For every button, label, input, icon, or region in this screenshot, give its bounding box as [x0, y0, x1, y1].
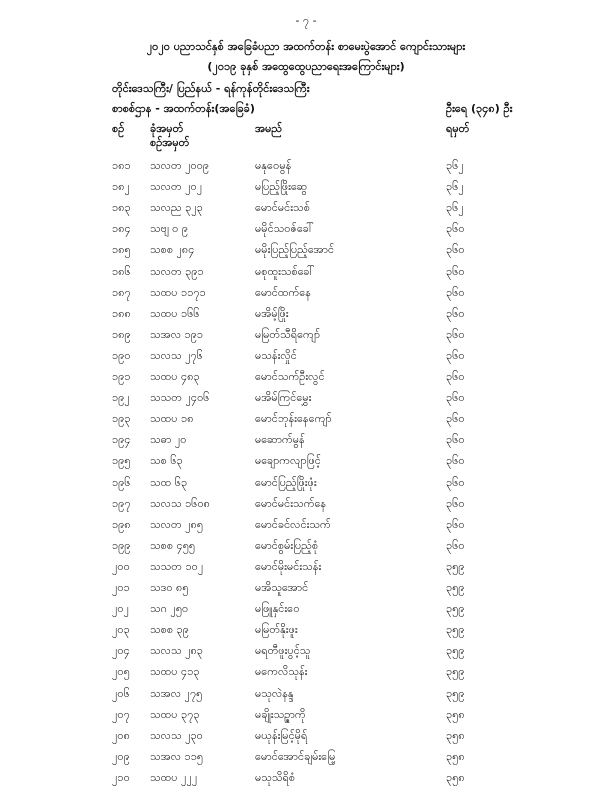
roll-number: သထပ ၄၈၃: [150, 370, 200, 383]
roll-number: သစစ ၂၈၄: [150, 243, 195, 257]
total-mark: ၃၆၀: [446, 412, 465, 426]
row-number: ၁၉၅: [112, 454, 131, 468]
student-name: မအိသူအောင်: [255, 581, 309, 594]
row-number: ၁၈၈: [112, 306, 131, 320]
roll-number: သထပ ၄၁၃: [150, 665, 200, 679]
table-row: [0, 472, 612, 493]
table-row: [0, 303, 612, 324]
student-name: မအိမ်ကြင်မွှေး: [255, 391, 312, 405]
total-mark: ၃၅၉: [446, 581, 465, 594]
row-number: ၁၉၄: [112, 433, 131, 447]
student-name: မောင်ခင်လင်းသက်: [255, 517, 331, 531]
table-row: [0, 218, 612, 239]
row-number: ၁၈၄: [112, 222, 131, 236]
table-row: [0, 661, 612, 682]
table-row: [0, 746, 612, 767]
roll-number: သလသ ၂၃၀: [150, 728, 203, 742]
total-mark: ၃၆၀: [446, 475, 465, 489]
total-mark: ၃၅၈: [446, 770, 465, 784]
student-name: မဆောက်မွန်: [255, 433, 305, 447]
roll-number: သအလ ၂၇၅: [150, 686, 203, 700]
row-number: ၂၀၂: [112, 602, 129, 616]
roll-number: သလည ၃၂၃: [150, 201, 203, 215]
roll-number: သလသ ၁၆၀၈: [150, 496, 210, 510]
roll-number: သဂ ၂၅၀: [150, 602, 189, 616]
student-name: မောင်မင်းသက်နေ: [255, 496, 327, 510]
student-name: မယုန်းမြင့်မိုရ်: [255, 728, 308, 742]
student-name: မမိုင်သ၀ဇ်ခေါ်: [255, 222, 314, 236]
student-name: မောင်မင်းသစ်: [255, 201, 310, 215]
student-name: မစုထူးသစ်ခေါ်: [255, 264, 315, 278]
total-mark: ၃၅၈: [446, 749, 465, 763]
exam-center-label: စာစစ်ဌာန - အထက်တန်း(အခြေခံ): [112, 102, 255, 115]
roll-number: သအလ ၁၁၅: [150, 749, 204, 763]
column-header-no: စဉ်: [112, 122, 125, 135]
table-row: [0, 387, 612, 408]
roll-number: သဓာ ၂၀: [150, 433, 187, 447]
student-name: မမိုးပြည့်ပြည့်အောင်: [255, 243, 335, 257]
student-name: မောင်ပြည့်ဖြိုးဖုံး: [255, 475, 317, 489]
total-mark: ၃၆၀: [446, 327, 465, 341]
total-mark: ၃၆၂: [446, 180, 464, 194]
table-row: [0, 598, 612, 619]
row-number: ၂၀၃: [112, 623, 130, 637]
table-row: [0, 345, 612, 366]
total-mark: ၃၆၀: [446, 222, 465, 236]
row-number: ၂၀၇: [112, 707, 130, 721]
row-number: ၁၉၆: [112, 475, 131, 489]
table-row: [0, 725, 612, 746]
table-row: [0, 535, 612, 556]
row-number: ၂၀၈: [112, 728, 130, 742]
total-mark: ၃၆၂: [446, 159, 464, 172]
student-name: မောင်ထက်နေ: [255, 285, 311, 299]
total-mark: ၃၅၉: [446, 559, 465, 573]
roll-number: သအလ ၁၉၁: [150, 327, 204, 341]
roll-number: သလတ ၃၉၁: [150, 264, 204, 278]
roll-number: သလတ ၂၀၀၉: [150, 159, 210, 172]
student-name: မအိမ့်ဖြိုး: [255, 306, 289, 320]
total-mark: ၃၆၀: [446, 348, 465, 362]
roll-number: သစစ ၄၅၅: [150, 538, 196, 552]
table-row: [0, 683, 612, 704]
total-mark: ၃၆၀: [446, 264, 465, 278]
document-subtitle: (၂၀၁၉ ခုနှစ် အထွေထွေပညာရေးအကြောင်းများ): [207, 60, 405, 73]
row-number: ၁၉၀: [112, 348, 131, 362]
total-mark: ၃၆၀: [446, 243, 465, 257]
student-name: မချောကလျာဖြင့်: [255, 454, 321, 468]
roll-number: သလသ ၂၈၃: [150, 644, 203, 658]
table-row: [0, 324, 612, 345]
student-name: မသုလဲနန္ဒ: [255, 686, 294, 700]
row-number: ၁၈၆: [112, 264, 131, 278]
total-mark: ၃၅၉: [446, 623, 465, 637]
row-number: ၂၀၆: [112, 686, 130, 700]
table-row: [0, 155, 612, 176]
table-row: [0, 640, 612, 661]
column-header-name: အမည်: [255, 122, 283, 135]
roll-number: သထပ ၁၁၇၁: [150, 285, 206, 299]
total-mark: ၃၆၀: [446, 370, 465, 383]
table-row: [0, 450, 612, 471]
table-row: [0, 239, 612, 260]
row-number: ၁၉၉: [112, 538, 131, 552]
total-mark: ၃၆၂: [446, 201, 464, 215]
total-mark: ၃၆၀: [446, 306, 465, 320]
roll-number: သထပ ၃၇၃: [150, 707, 200, 721]
column-header-mark: ရမှတ်: [446, 122, 470, 135]
total-mark: ၃၆၀: [446, 454, 465, 468]
table-row: [0, 556, 612, 577]
roll-number: သထပ ၁၆၆: [150, 306, 200, 320]
table-row: [0, 619, 612, 640]
student-name: မသန်းလှိုင်: [255, 348, 297, 362]
total-mark: ၃၅၈: [446, 728, 465, 742]
student-name: မနု၀ေမွန်: [255, 159, 292, 172]
row-number: ၁၉၂: [112, 391, 130, 405]
row-number: ၂၀၀: [112, 559, 130, 573]
student-name: မောင်စွမ်းပြည့်စုံ: [255, 538, 319, 552]
roll-number: သစ ၆၃: [150, 454, 183, 468]
table-row: [0, 767, 612, 788]
total-mark: ၃၅၉: [446, 686, 465, 700]
total-mark: ၃၅၉: [446, 602, 465, 616]
roll-number: သထပ ၁၈: [150, 412, 194, 426]
table-row: [0, 366, 612, 387]
table-row: [0, 704, 612, 725]
row-number: ၁၈၁: [112, 159, 131, 172]
total-mark: ၃၆၀: [446, 433, 465, 447]
document-title: ၂၀၂၀ ပညာသင်နှစ် အခြေခံပညာ အထက်တန်း စာမေးပွဲအောင် ကျောင်းသားများ: [146, 40, 466, 53]
total-mark: ၃၅၉: [446, 665, 465, 679]
total-mark: ၃၆၀: [446, 538, 465, 552]
total-mark: ၃၅၈: [446, 707, 465, 721]
column-header-roll-sub: စဉ်အမှတ်: [150, 136, 190, 149]
column-header-roll: ခုံအမှတ်: [150, 122, 184, 135]
row-number: ၁၈၅: [112, 243, 131, 257]
row-number: ၁၉၈: [112, 517, 131, 531]
total-mark: ၃၆၀: [446, 285, 465, 299]
table-row: [0, 577, 612, 598]
row-number: ၁၉၃: [112, 412, 131, 426]
row-number: ၁၈၂: [112, 180, 130, 194]
student-name: မကေလိသုန်း: [255, 665, 308, 679]
student-name: မောင်မိုးမင်းသန်း: [255, 559, 322, 573]
row-number: ၁၉၇: [112, 496, 131, 510]
row-number: ၁၉၁: [112, 370, 131, 383]
row-number: ၂၀၅: [112, 665, 130, 679]
roll-number: သထ ၆၃: [150, 475, 188, 489]
student-name: မောင်ဘုန်းနေကျော်: [255, 412, 332, 426]
roll-number: သသတ ၁၀၂: [150, 559, 204, 573]
student-name: မဖြူနှင်း၀ေ: [255, 602, 300, 616]
total-count-label: ဦးရေ (၃၄၈) ဦး: [446, 102, 513, 115]
table-row: [0, 176, 612, 197]
row-number: ၁၈၃: [112, 201, 131, 215]
student-name: မသုသိရိစံ: [255, 770, 296, 784]
table-row: [0, 429, 612, 450]
row-number: ၂၁၀: [112, 770, 130, 784]
roll-number: သဗျ ၀ ၉: [150, 222, 189, 236]
student-name: မောင်အောင်ချမ်းမြေ့: [255, 749, 336, 763]
total-mark: ၃၆၀: [446, 496, 465, 510]
total-mark: ၃၆၀: [446, 517, 465, 531]
roll-number: သသတ ၂၄၀၆: [150, 391, 210, 405]
total-mark: ၃၆၀: [446, 391, 465, 405]
table-row: [0, 493, 612, 514]
student-name: မမြတ်နိုးဖူး: [255, 623, 298, 637]
student-name: မချိုးသဉ္ဇာကို: [255, 707, 306, 721]
table-row: [0, 197, 612, 218]
roll-number: သထပ ၂၂၂: [150, 770, 198, 784]
row-number: ၁၈၉: [112, 327, 131, 341]
row-number: ၂၀၉: [112, 749, 130, 763]
student-name: မရတီဖူးပွင့်သူ: [255, 644, 311, 658]
page-number: - ၇ -: [295, 14, 317, 27]
table-row: [0, 408, 612, 429]
row-number: ၂၀၁: [112, 581, 130, 594]
region-label: တိုင်းဒေသကြီး/ ပြည်နယ် - ရန်ကုန်တိုင်းဒေသကြီး: [112, 82, 310, 95]
total-mark: ၃၅၉: [446, 644, 465, 658]
row-number: ၁၈၇: [112, 285, 131, 299]
roll-number: သလတ ၂၀၂: [150, 180, 203, 194]
roll-number: သလတ ၂၈၅: [150, 517, 204, 531]
student-name: မောင်သက်ဦးလွင်: [255, 370, 325, 383]
table-row: [0, 261, 612, 282]
table-row: [0, 514, 612, 535]
student-name: မပြည့်ဖြိုးဆွေ: [255, 180, 308, 194]
roll-number: သဒဝ ၈၅: [150, 581, 189, 594]
table-row: [0, 282, 612, 303]
roll-number: သလသ ၂၇၆: [150, 348, 203, 362]
student-name: မမြတ်သီရိကျော်: [255, 327, 321, 341]
roll-number: သစစ ၃၉: [150, 623, 189, 637]
row-number: ၂၀၄: [112, 644, 130, 658]
